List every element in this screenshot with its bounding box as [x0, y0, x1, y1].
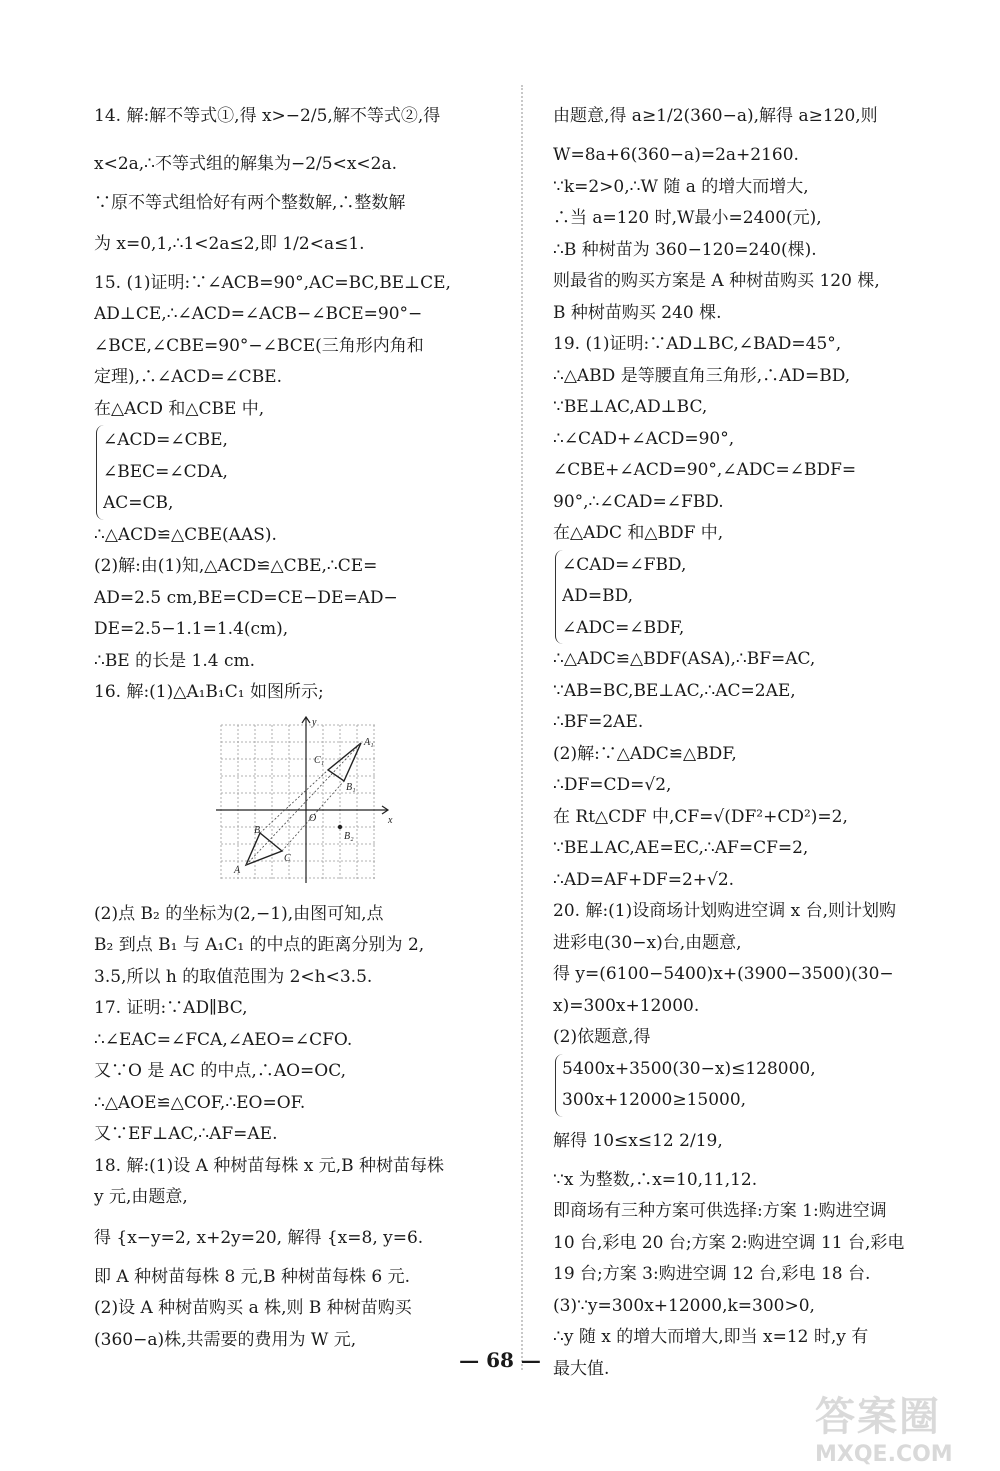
point-label: A₁	[364, 736, 374, 748]
text-line: (2)解:∵△ADC≌△BDF,	[553, 743, 737, 764]
text-line: 又∵EF⊥AC,∴AF=AE.	[94, 1124, 278, 1144]
text-line: (2)点 B₂ 的坐标为(2,−1),由图可知,点	[94, 903, 384, 924]
equation-brace	[555, 550, 953, 645]
text-line: 即商场有三种方案可供选择:方案 1:购进空调	[553, 1201, 887, 1221]
text-line: AD=BD,	[562, 586, 634, 606]
text-line: ∵AB=BC,BE⊥AC,∴AC=2AE,	[553, 680, 796, 701]
page-number: — 68 —	[459, 1348, 541, 1372]
text-line: B 种树苗购买 240 棵.	[553, 302, 722, 323]
column-divider	[521, 85, 523, 1370]
text-line: ∵k=2>0,∴W 随 a 的增大而增大,	[553, 176, 809, 197]
text-line: y 元,由题意,	[94, 1187, 188, 1207]
point-label: B₁	[346, 781, 356, 793]
watermark-logo	[815, 1385, 995, 1465]
text-line: ∴△ACD≌△CBE(AAS).	[94, 524, 277, 545]
point-label: B₂	[344, 830, 354, 842]
point-label: B	[254, 824, 261, 836]
text-line: 最大值.	[553, 1358, 610, 1379]
text-line: ∴△ADC≌△BDF(ASA),∴BF=AC,	[553, 649, 816, 669]
text-line: ∴△AOE≌△COF,∴EO=OF.	[94, 1092, 306, 1113]
point-label: A	[234, 864, 241, 876]
text-line: (3)∵y=300x+12000,k=300>0,	[553, 1295, 815, 1316]
text-line: 19 台;方案 3:购进空调 12 台,彩电 18 台.	[553, 1264, 871, 1284]
text-line: 15. (1)证明:∵∠ACB=90°,AC=BC,BE⊥CE,	[94, 272, 451, 293]
text-line: 则最省的购买方案是 A 种树苗购买 120 棵,	[553, 271, 880, 291]
text-line: 进彩电(30−x)台,由题意,	[553, 932, 742, 953]
text-line: x)=300x+12000.	[553, 995, 700, 1016]
text-line: x<2a,∴不等式组的解集为−2/5<x<2a.	[94, 154, 398, 174]
text-line: 定理),∴∠ACD=∠CBE.	[94, 367, 282, 387]
text-line: 3.5,所以 h 的取值范围为 2<h<3.5.	[94, 966, 373, 987]
text-line: 20. 解:(1)设商场计划购进空调 x 台,则计划购	[553, 901, 897, 921]
watermark-text: 答案圈	[815, 1394, 941, 1440]
text-line: ∠CBE+∠ACD=90°,∠ADC=∠BDF=	[553, 460, 857, 480]
right-column	[553, 92, 953, 1385]
text-line: (2)依题意,得	[553, 1027, 651, 1047]
text-line: 又∵O 是 AC 的中点,∴AO=OC,	[94, 1061, 347, 1081]
text-line: ∴B 种树苗为 360−120=240(棵).	[553, 239, 817, 260]
text-line: AD⊥CE,∴∠ACD=∠ACB−∠BCE=90°−	[94, 304, 423, 324]
text-line: ∴AD=AF+DF=2+√2.	[553, 869, 735, 890]
point-marker	[338, 824, 342, 828]
y-axis-label: y	[312, 716, 317, 728]
text-line: ∴∠CAD+∠ACD=90°,	[553, 428, 735, 449]
text-line: ∴y 随 x 的增大而增大,即当 x=12 时,y 有	[553, 1327, 869, 1347]
text-line: 即 A 种树苗每株 8 元,B 种树苗每株 6 元.	[94, 1266, 411, 1287]
point-label: C₁	[314, 754, 325, 766]
text-line: 为 x=0,1,∴1<2a≤2,即 1/2<a≤1.	[94, 233, 365, 254]
text-line: (360−a)株,共需要的费用为 W 元,	[94, 1329, 357, 1350]
text-line: ∵原不等式组恰好有两个整数解,∴整数解	[94, 193, 406, 213]
watermark-url: MXQE.COM	[815, 1442, 953, 1467]
text-line: ∴BE 的长是 1.4 cm.	[94, 650, 256, 671]
text-line: ∠CAD=∠FBD,	[562, 554, 687, 575]
text-line: ∠BEC=∠CDA,	[103, 461, 228, 482]
text-line: 18. 解:(1)设 A 种树苗每株 x 元,B 种树苗每株	[94, 1155, 445, 1176]
text-line: ∠ADC=∠BDF,	[562, 617, 685, 638]
text-line: ∠ACD=∠CBE,	[103, 430, 228, 450]
equation-brace	[555, 1054, 953, 1117]
text-line: ∵BE⊥AC,AE=EC,∴AF=CF=2,	[553, 838, 809, 858]
text-line: 得 {x−y=2, x+2y=20, 解得 {x=8, y=6.	[94, 1227, 424, 1248]
text-line: 16. 解:(1)△A₁B₁C₁ 如图所示;	[94, 682, 324, 702]
text-line: DE=2.5−1.1=1.4(cm),	[94, 619, 289, 639]
text-line: ∴∠EAC=∠FCA,∠AEO=∠CFO.	[94, 1029, 353, 1050]
text-line: ∴DF=CD=√2,	[553, 775, 672, 795]
text-line: W=8a+6(360−a)=2a+2160.	[553, 145, 799, 165]
point-label: C	[284, 852, 291, 864]
text-line: 19. (1)证明:∵AD⊥BC,∠BAD=45°,	[553, 334, 842, 354]
text-line: 得 y=(6100−5400)x+(3900−3500)(30−	[553, 964, 894, 984]
text-line: B₂ 到点 B₁ 与 A₁C₁ 的中点的距离分别为 2,	[94, 935, 425, 955]
text-line: AC=CB,	[103, 493, 174, 513]
text-line: 在△ACD 和△CBE 中,	[94, 398, 265, 419]
text-line: ∵x 为整数,∴x=10,11,12.	[553, 1169, 758, 1190]
x-axis-label: x	[388, 814, 393, 826]
left-column	[94, 92, 506, 1356]
text-line: ∵BE⊥AC,AD⊥BC,	[553, 397, 708, 417]
text-line: 14. 解:解不等式①,得 x>−2/5,解不等式②,得	[94, 106, 441, 126]
equation-brace	[96, 425, 506, 520]
text-line: 300x+12000≥15000,	[562, 1090, 747, 1110]
text-line: 17. 证明:∵AD∥BC,	[94, 998, 248, 1018]
text-line: (2)解:由(1)知,△ACD≌△CBE,∴CE=	[94, 556, 378, 576]
text-line: ∠BCE,∠CBE=90°−∠BCE(三角形内角和	[94, 335, 424, 356]
text-line: 解得 10≤x≤12 2/19,	[553, 1130, 723, 1151]
text-line: 在 Rt△CDF 中,CF=√(DF²+CD²)=2,	[553, 806, 848, 827]
text-line: 90°,∴∠CAD=∠FBD.	[553, 491, 724, 512]
text-line: 由题意,得 a≥1/2(360−a),解得 a≥120,则	[553, 106, 878, 126]
text-line: ∴BF=2AE.	[553, 712, 644, 732]
text-line: ∴当 a=120 时,W最小=2400(元),	[553, 208, 822, 228]
text-line: 5400x+3500(30−x)≤128000,	[562, 1058, 816, 1079]
text-line: 在△ADC 和△BDF 中,	[553, 523, 724, 543]
text-line: AD=2.5 cm,BE=CD=CE−DE=AD−	[94, 587, 398, 608]
text-line: 10 台,彩电 20 台;方案 2:购进空调 11 台,彩电	[553, 1232, 905, 1253]
text-line: ∴△ABD 是等腰直角三角形,∴AD=BD,	[553, 365, 851, 386]
text-line: (2)设 A 种树苗购买 a 株,则 B 种树苗购买	[94, 1298, 412, 1318]
origin-label: O	[309, 812, 317, 824]
coordinate-figure	[216, 715, 396, 885]
